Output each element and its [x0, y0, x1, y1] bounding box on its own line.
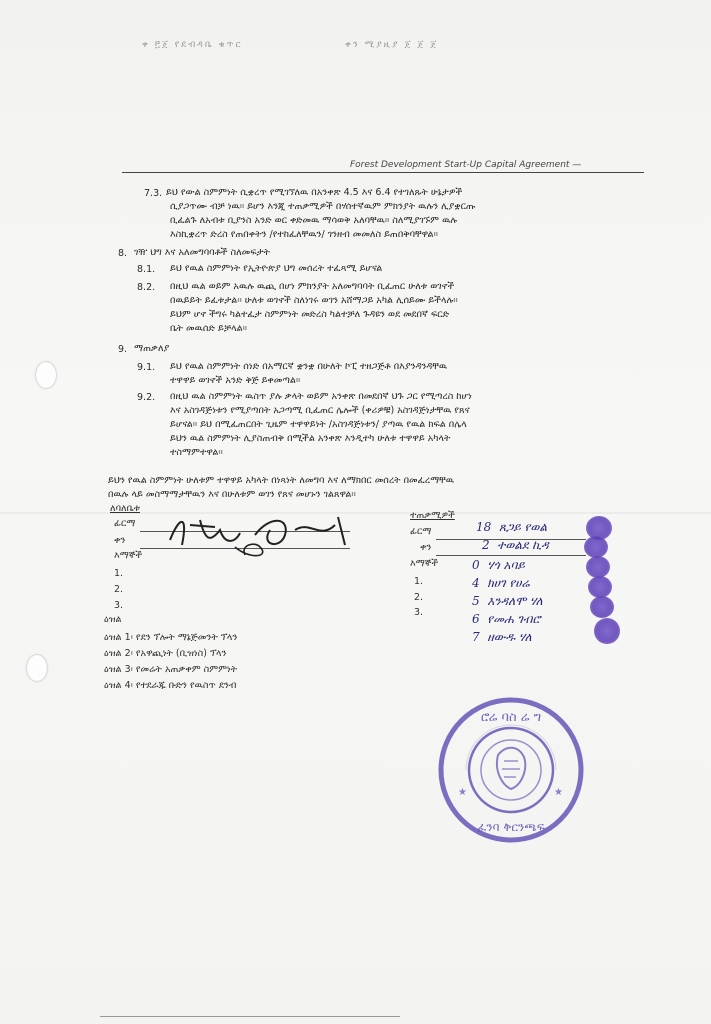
thumbprint [590, 596, 614, 618]
clause-text-line: ይህ የዉል ስምምነት ሰነድ በአማርኛ ቋንቋ በሁለት ኮፒ ተዘጋጅቶ በእያንዳንዳቸዉ [170, 361, 448, 372]
owner-witness-2: 2. [114, 584, 124, 595]
beneficiaries-heading: ተጠቃሚዎች [410, 510, 455, 521]
hw-entry: 18 ጸጋይ የወል [476, 520, 547, 534]
clause-text-line: ማጠቃለያ [134, 343, 170, 354]
thumbprint [584, 536, 608, 558]
clause-text-line: ቤት መዉሰድ ይቻላል። [170, 323, 248, 334]
beneficiaries-sign-label: ፊርማ [410, 526, 432, 537]
beneficiaries-date-line [436, 555, 586, 556]
clause-text-line: እስኪቋረጥ ድረስ የጠበቀትን /የተከፈለቸዉን/ ገንዘብ መመለስ ይጠበቅባቸዋል። [170, 229, 438, 240]
beneficiaries-date-label: ቀን [420, 542, 432, 553]
svg-text:ሮሬ ባስ ሬ ግ: ሮሬ ባስ ሬ ግ [480, 710, 542, 725]
clause-text-line: በዚህ ዉል ስምምነት ዉስጥ ያሉ ቃላት ወይም አንቀጽ በመደበኛ ህጉ ጋር የሚጣረስ ከሆነ [170, 391, 472, 402]
hw-entry: 4 ክሀገ የሀሬ [472, 576, 530, 590]
svg-text:ፈንባ ቅርንጫፍ: ፈንባ ቅርንጫፍ [477, 820, 545, 834]
owner-witnesses-label: እማኞች [114, 550, 143, 561]
owner-witness-1: 1. [114, 568, 124, 579]
document-header-title: Forest Development Start-Up Capital Agreement — [350, 160, 582, 170]
clause-number: 8.1. [137, 264, 156, 275]
owner-heading: ለባለቤቱ [110, 503, 141, 514]
beneficiaries-witness-1: 1. [414, 576, 424, 587]
clause-text-line: ይሆናል። ይህ በሚፈጠርበት ጊዜም ተዋዋይነት /አስገዳጅነቱን/ ያጣዉ የዉል ክፍል በሌላ [170, 419, 467, 430]
attachment-2: ዕዝል 2፡ የአዋጪነት (ቢዝነስ) ፕላን [104, 648, 227, 659]
attachment-1: ዕዝል 1፡ የደን ፕሎት ማኔጅመንት ፕላን [104, 632, 238, 643]
clause-text-line: ይህ የዉል ስምምነት የኢትዮጵያ ህግ መሰረት ተፈጻሚ ይሆናል [170, 263, 383, 274]
beneficiaries-witnesses-label: እማኞች [410, 558, 439, 569]
closing-line-2: በዉሉ ላይ መስማማታቸዉን እና በሁለቱም ወገን የጸና መሆኑን ገልጸዋል። [108, 489, 356, 500]
official-stamp [436, 695, 586, 845]
owner-date-label: ቀን [114, 535, 126, 546]
clause-text-line: ገዥ ህግ እና አለመግባባቶች ስለመፍታት [134, 247, 271, 258]
clause-number: 9. [118, 344, 128, 355]
clause-text-line: ተስማምተዋል። [170, 447, 223, 458]
closing-line-1: ይህን የዉል ስምምነት ሁለቱም ተዋዋይ አካላት በነጻነት ለመግባ እና ለማክበር መሰረት በመፈረማቸዉ [108, 475, 455, 486]
hw-entry: 5 እንዳለሞ ሃለ [472, 594, 543, 608]
clause-text-line: ተዋዋይ ወገኖች አንድ ቅጅ ይቀመጣል። [170, 375, 301, 386]
clause-text-line: ቢፈልጉ ለአብቱ ቢያንስ አንድ ወር ቀድመዉ ማሳወቅ አለባቸዉ። ስለሚያገኙም ዉሉ [170, 215, 458, 226]
attachment-3: ዕዝል 3፡ የመሬት አጠቃቀም ስምምነት [104, 664, 238, 675]
punch-hole [36, 362, 56, 388]
hw-entry: 7 ዘውዱ ሃለ [472, 630, 532, 644]
clause-text-line: በዚህ ዉል ወይም አዉሉ ዉጪ በሆነ ምክንያት አለመግባባት ቢፈጠር ሁለቱ ወገኖች [170, 281, 455, 292]
owner-handwritten-signature [160, 505, 360, 565]
clause-text-line: ይህ የውል ስምምነት ሲቋረጥ የሚገኘለዉ በአንቀጽ 4.5 እና 6.4 የተገለጹት ሁኔታዎች [166, 187, 463, 198]
hw-entry: 6 የመሐ ገብሮ [472, 612, 541, 626]
hw-entry: 2 ተወልደ ኪዳ [482, 538, 549, 552]
clause-number: 8.2. [137, 282, 156, 293]
faint-letterhead-left: ቀ ፫ጀ የደብዳቤ ቁጥር [142, 40, 243, 50]
clause-number: 9.2. [137, 392, 156, 403]
svg-text:★: ★ [554, 787, 563, 798]
punch-hole [27, 655, 47, 681]
beneficiaries-witness-3: 3. [414, 607, 424, 618]
hw-entry: 0 ሃጎ አባይ [472, 558, 525, 572]
clause-number: 9.1. [137, 362, 156, 373]
thumbprint [594, 618, 620, 644]
clause-number: 8. [118, 248, 128, 259]
beneficiaries-witness-2: 2. [414, 592, 424, 603]
thumbprint [588, 576, 612, 598]
clause-text-line: ይህን ዉል ስምምነት ሊያስጠብቅ በሚችል አንቀጽ እንዲተካ ሁለቱ ተዋዋይ አካላት [170, 433, 451, 444]
clause-number: 7.3. [144, 188, 163, 199]
attachments-heading: ዕዝል [104, 614, 122, 625]
thumbprint [586, 556, 610, 578]
clause-text-line: ሲያጋጥሙ ብቻ ነዉ። ይሆን እንጂ ተጠቃሚዎች በሃሰተኛዉም ምክንያት ዉሉን ሊያቋርጡ [170, 201, 476, 212]
bottom-rule [100, 1016, 400, 1017]
faint-letterhead-right: ቀን ሚያዚያ ጀ ጀ ጀ [345, 40, 439, 50]
header-rule [122, 172, 644, 173]
clause-text-line: እና አስገዳጅነቱን የሚያጣበት አጋጣሚ ቢፈጠር ሌሎች (ቀሪዎቹ) አስገዳጅነታቸዉ የጸና [170, 405, 470, 416]
clause-text-line: በዉይይት ይፈቱታል። ሁለቱ ወገኖች ስለነገሩ ወገን አሸማጋይ አካል ሊሰይሙ ይችላሉ። [170, 295, 458, 306]
svg-text:★: ★ [458, 787, 467, 798]
attachment-4: ዕዝል 4፡ የተደራጁ ቡድን የዉስጥ ደንብ [104, 680, 237, 691]
owner-sign-label: ፊርማ [114, 518, 136, 529]
clause-text-line: ይህም ሆኖ ችግሩ ካልተፈታ ስምምነት መድረስ ካልተቻለ ጉዳዩን ወደ መደበኛ ፍርድ [170, 309, 450, 320]
owner-witness-3: 3. [114, 600, 124, 611]
